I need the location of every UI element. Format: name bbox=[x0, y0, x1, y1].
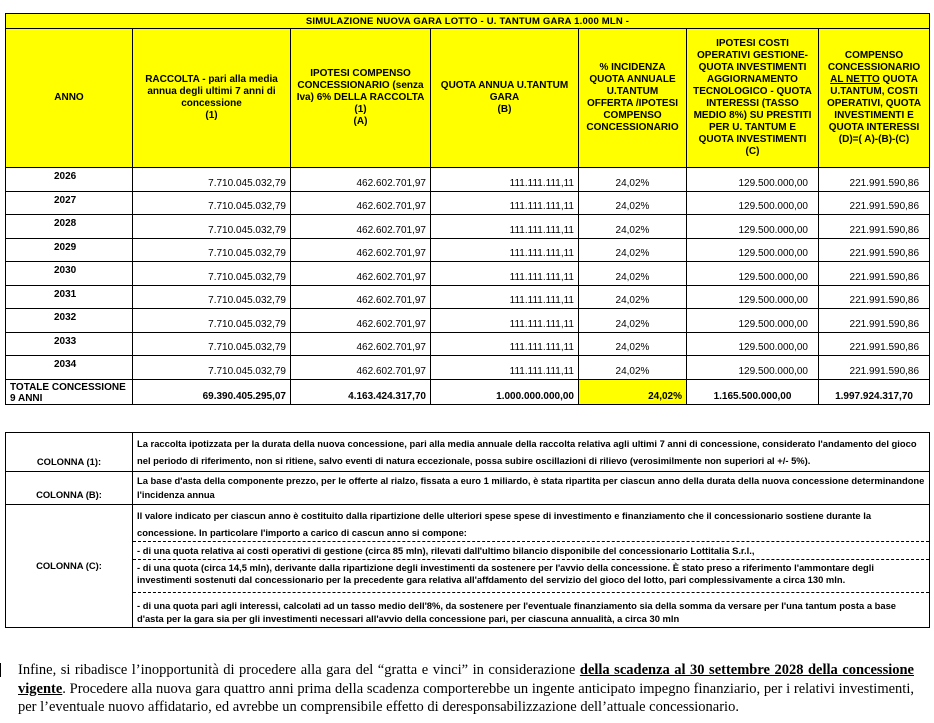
header-ipotesi-compenso: IPOTESI COMPENSO CONCESSIONARIO (senza Iva) 6% DELLA RACCOLTA (1) (A) bbox=[291, 29, 431, 168]
table-row bbox=[6, 168, 930, 192]
note-label-colC: COLONNA (C): bbox=[6, 505, 133, 628]
cell-anno: 2032 bbox=[6, 309, 133, 333]
header-compenso-post: QUOTA U.TANTUM, COSTI OPERATIVI, QUOTA INVESTIMENTI E QUOTA INTERESSI (D)=( A)-(B)-(C) bbox=[826, 74, 922, 145]
cell-incidenza: 24,02% bbox=[579, 332, 687, 356]
cell-anno: 2029 bbox=[6, 238, 133, 262]
cell-incidenza: 24,02% bbox=[579, 285, 687, 309]
cell-costi: 129.500.000,00 bbox=[687, 262, 819, 286]
cell-anno: 2028 bbox=[6, 215, 133, 239]
cell-compenso: 462.602.701,97 bbox=[291, 215, 431, 239]
cell-anno: 2026 bbox=[6, 168, 133, 192]
cell-incidenza: 24,02% bbox=[579, 262, 687, 286]
cell-raccolta: 7.710.045.032,79 bbox=[133, 332, 291, 356]
table-row bbox=[6, 356, 930, 380]
cell-raccolta: 7.710.045.032,79 bbox=[133, 191, 291, 215]
note-row-colB bbox=[6, 472, 930, 505]
totals-costi: 1.165.500.000,00 bbox=[687, 379, 819, 404]
cell-quota: 111.111.111,11 bbox=[431, 332, 579, 356]
table-row bbox=[6, 285, 930, 309]
cell-incidenza: 24,02% bbox=[579, 168, 687, 192]
cell-compenso: 462.602.701,97 bbox=[291, 332, 431, 356]
note-text-col1: La raccolta ipotizzata per la durata della nuova concessione, pari alla media annuale della raccolta relativa agli ultimi 7 anni di concessione, considerato l'andamento del gioco nel periodo di riferimento, non si ritiene, salvo eventi di natura eccezionale, possa subire oscillazioni di rilievo (verosimilmente non superiori al +/- 5%). bbox=[133, 433, 930, 472]
cell-compenso: 462.602.701,97 bbox=[291, 356, 431, 380]
cell-anno: 2027 bbox=[6, 191, 133, 215]
cell-incidenza: 24,02% bbox=[579, 356, 687, 380]
cell-quota: 111.111.111,11 bbox=[431, 215, 579, 239]
footer-text bbox=[18, 661, 914, 717]
cell-raccolta: 7.710.045.032,79 bbox=[133, 309, 291, 333]
cell-costi: 129.500.000,00 bbox=[687, 238, 819, 262]
cell-compenso: 462.602.701,97 bbox=[291, 309, 431, 333]
cell-netto: 221.991.590,86 bbox=[819, 309, 930, 333]
cell-quota: 111.111.111,11 bbox=[431, 191, 579, 215]
cell-incidenza: 24,02% bbox=[579, 191, 687, 215]
cell-anno: 2031 bbox=[6, 285, 133, 309]
cell-compenso: 462.602.701,97 bbox=[291, 191, 431, 215]
table-body bbox=[6, 168, 930, 380]
totals-quota: 1.000.000.000,00 bbox=[431, 379, 579, 404]
footer-text-after: . Procedere alla nuova gara quattro anni prima della scadenza comporterebbe un ingente anticipato impegno finanziario, per i relativi investimenti, per l’eventuale nuovo affidatario, ed avrebbe un comprensibile effetto di deresponsabilizzazione dell’attuale concessionario. bbox=[18, 680, 914, 715]
cell-anno: 2033 bbox=[6, 332, 133, 356]
table-row bbox=[6, 262, 930, 286]
cell-netto: 221.991.590,86 bbox=[819, 285, 930, 309]
cell-quota: 111.111.111,11 bbox=[431, 356, 579, 380]
cell-raccolta: 7.710.045.032,79 bbox=[133, 238, 291, 262]
cell-netto: 221.991.590,86 bbox=[819, 356, 930, 380]
cell-netto: 221.991.590,86 bbox=[819, 332, 930, 356]
header-compenso-underlined: AL NETTO bbox=[830, 74, 880, 85]
cell-costi: 129.500.000,00 bbox=[687, 168, 819, 192]
cell-netto: 221.991.590,86 bbox=[819, 191, 930, 215]
cell-costi: 129.500.000,00 bbox=[687, 332, 819, 356]
cell-compenso: 462.602.701,97 bbox=[291, 168, 431, 192]
note-row-colC bbox=[6, 505, 930, 628]
cell-raccolta: 7.710.045.032,79 bbox=[133, 168, 291, 192]
note-text-colC-intro: Il valore indicato per ciascun anno è costituito dalla ripartizione delle ulteriori spese spese di investimento e finanziamento che il concessionario sostiene durante la concessione. In particolare l'importo a carico di cascun anno si compone: bbox=[137, 510, 872, 538]
note-label-colB: COLONNA (B): bbox=[6, 472, 133, 505]
header-ipotesi-costi: IPOTESI COSTI OPERATIVI GESTIONE-QUOTA INVESTIMENTI AGGIORNAMENTO TECNOLOGICO - QUOTA INTERESSI (TASSO MEDIO 8%) SU PRESTITI PER U. TANTUM E QUOTA INVESTIMENTI (C) bbox=[687, 29, 819, 168]
totals-netto: 1.997.924.317,70 bbox=[819, 379, 930, 404]
header-raccolta: RACCOLTA - pari alla media annua degli ultimi 7 anni di concessione (1) bbox=[133, 29, 291, 168]
cell-anno: 2030 bbox=[6, 262, 133, 286]
cell-costi: 129.500.000,00 bbox=[687, 285, 819, 309]
table-row bbox=[6, 332, 930, 356]
cell-quota: 111.111.111,11 bbox=[431, 309, 579, 333]
cell-raccolta: 7.710.045.032,79 bbox=[133, 262, 291, 286]
note-text-colC-item1: - di una quota relativa ai costi operativi di gestione (circa 85 mln), rilevati dall'ultimo bilancio disponibile del concessionario Lottitalia S.r.l., bbox=[133, 541, 929, 559]
totals-raccolta: 69.390.405.295,07 bbox=[133, 379, 291, 404]
footer-text-underlined: della scadenza al 30 settembre 2028 della concessione vigente bbox=[18, 662, 914, 697]
cell-netto: 221.991.590,86 bbox=[819, 168, 930, 192]
note-text-colC-item2: - di una quota (circa 14,5 mln), derivante dalla ripartizione degli investimenti da sostenere per l'avvio della concessione. È stato preso a riferimento l'ammontare degli investimenti sostenuti dal concessionario per la precedente gara relativa all'affdamento del servizio del gioco del lotto, pari complessivamente a circa 130 mln. bbox=[133, 559, 929, 592]
cell-compenso: 462.602.701,97 bbox=[291, 285, 431, 309]
simulation-table bbox=[5, 13, 930, 405]
cell-anno: 2034 bbox=[6, 356, 133, 380]
cell-costi: 129.500.000,00 bbox=[687, 309, 819, 333]
cell-quota: 111.111.111,11 bbox=[431, 285, 579, 309]
cell-costi: 129.500.000,00 bbox=[687, 356, 819, 380]
totals-label: TOTALE CONCESSIONE 9 ANNI bbox=[6, 379, 133, 404]
note-text-colC-item3: - di una quota pari agli interessi, calcolati ad un tasso medio dell'8%, da sostenere per l'eventuale finanziamento sia della somma da versare per l'una tantum posta a base d'asta per la gara sia per gli investimenti necessari all'avvio della concessione pari, per ciascuna annualità, a circa 30 mln bbox=[133, 592, 929, 625]
cell-quota: 111.111.111,11 bbox=[431, 262, 579, 286]
cell-netto: 221.991.590,86 bbox=[819, 238, 930, 262]
table-row bbox=[6, 309, 930, 333]
cell-netto: 221.991.590,86 bbox=[819, 262, 930, 286]
table-row bbox=[6, 215, 930, 239]
paragraph-margin-mark bbox=[0, 663, 1, 677]
footer-text-before: Infine, si ribadisce l’inopportunità di procedere alla gara del “gratta e vinci” in considerazione bbox=[18, 662, 580, 678]
cell-compenso: 462.602.701,97 bbox=[291, 238, 431, 262]
header-compenso-netto bbox=[819, 29, 930, 168]
header-quota-annua: QUOTA ANNUA U.TANTUM GARA (B) bbox=[431, 29, 579, 168]
cell-incidenza: 24,02% bbox=[579, 215, 687, 239]
cell-quota: 111.111.111,11 bbox=[431, 168, 579, 192]
note-text-colB: La base d'asta della componente prezzo, per le offerte al rialzo, fissata a euro 1 miliardo, è stata ripartita per ciascun anno della durata della nuova concessione determinandone l'incidenza annua bbox=[133, 472, 930, 505]
table-title: SIMULAZIONE NUOVA GARA LOTTO - U. TANTUM GARA 1.000 MLN - bbox=[6, 14, 930, 29]
note-row-col1 bbox=[6, 433, 930, 472]
cell-costi: 129.500.000,00 bbox=[687, 191, 819, 215]
cell-compenso: 462.602.701,97 bbox=[291, 262, 431, 286]
header-incidenza: % INCIDENZA QUOTA ANNUALE U.TANTUM OFFERTA /IPOTESI COMPENSO CONCESSIONARIO bbox=[579, 29, 687, 168]
header-anno: ANNO bbox=[6, 29, 133, 168]
cell-costi: 129.500.000,00 bbox=[687, 215, 819, 239]
note-label-col1: COLONNA (1): bbox=[6, 433, 133, 472]
totals-row bbox=[6, 379, 930, 404]
cell-raccolta: 7.710.045.032,79 bbox=[133, 356, 291, 380]
note-body-colC bbox=[133, 505, 930, 628]
table-row bbox=[6, 191, 930, 215]
table-row bbox=[6, 238, 930, 262]
cell-quota: 111.111.111,11 bbox=[431, 238, 579, 262]
footer-paragraph bbox=[0, 661, 934, 717]
cell-incidenza: 24,02% bbox=[579, 238, 687, 262]
header-compenso-pre: COMPENSO CONCESSIONARIO bbox=[827, 50, 921, 73]
totals-compenso: 4.163.424.317,70 bbox=[291, 379, 431, 404]
notes-table bbox=[5, 432, 930, 628]
cell-incidenza: 24,02% bbox=[579, 309, 687, 333]
cell-raccolta: 7.710.045.032,79 bbox=[133, 285, 291, 309]
totals-incidenza: 24,02% bbox=[579, 379, 687, 404]
cell-netto: 221.991.590,86 bbox=[819, 215, 930, 239]
cell-raccolta: 7.710.045.032,79 bbox=[133, 215, 291, 239]
